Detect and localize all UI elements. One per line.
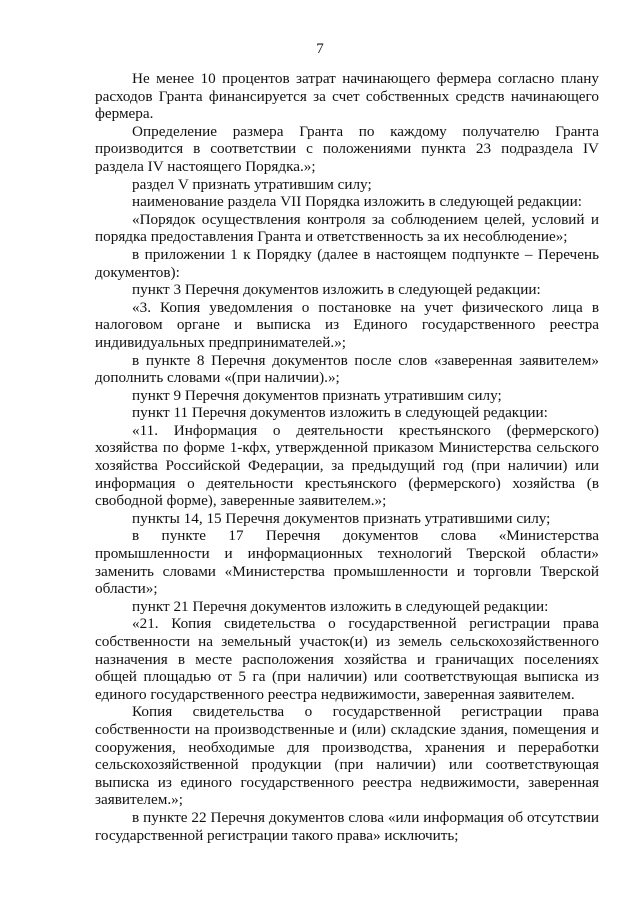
paragraph: Не менее 10 процентов затрат начинающего фермера согласно плану расходов Гранта финансируется за счет собственных средств начинающего фермера. <box>95 70 599 123</box>
paragraph: «3. Копия уведомления о постановке на учет физического лица в налоговом органе и выписка из Единого государственного реестра индивидуальных предпринимателей.»; <box>95 298 599 351</box>
paragraph: пункты 14, 15 Перечня документов признать утратившими силу; <box>132 509 551 527</box>
paragraph: пункт 3 Перечня документов изложить в следующей редакции: <box>132 281 541 299</box>
paragraph: в приложении 1 к Порядку (далее в настоящем подпункте – Перечень документов): <box>95 245 599 281</box>
paragraph: пункт 11 Перечня документов изложить в следующей редакции: <box>132 404 548 422</box>
paragraph: наименование раздела VII Порядка изложить в следующей редакции: <box>132 193 582 211</box>
paragraph: раздел V признать утратившим силу; <box>132 175 372 193</box>
paragraph: пункт 9 Перечня документов признать утратившим силу; <box>132 386 502 404</box>
paragraph: Копия свидетельства о государственной регистрации права собственности на производственные и (или) складские здания, помещения и сооружения, необходимые для производства, хранения и переработки сельскохозяйственной продукции (при наличии) или соответствующая выписка из единого государственного реестра недвижимости, заверенная заявителем.»; <box>95 703 599 809</box>
paragraph: пункт 21 Перечня документов изложить в следующей редакции: <box>132 597 549 615</box>
paragraph: «11. Информация о деятельности крестьянского (фермерского) хозяйства по форме 1-кфх, утвержденной приказом Министерства сельского хозяйства Российской Федерации, за предыдущий год (при наличии) или информация о деятельности крестьянского (фермерского) хозяйства (в свободной форме), заверенные заявителем.»; <box>95 421 599 510</box>
paragraph: в пункте 8 Перечня документов после слов «заверенная заявителем» дополнить словами «(при наличии).»; <box>95 351 599 387</box>
page-number: 7 <box>316 41 324 57</box>
paragraph: в пункте 17 Перечня документов слова «Министерства промышленности и информационных технологий Тверской области» заменить словами «Министерства промышленности и торговли Тверской области»; <box>95 527 599 598</box>
paragraph: «Порядок осуществления контроля за соблюдением целей, условий и порядка предоставления Гранта и ответственность за их несоблюдение»; <box>95 210 599 246</box>
paragraph: Определение размера Гранта по каждому получателю Гранта производится в соответствии с положениями пункта 23 подраздела IV раздела IV настоящего Порядка.»; <box>95 122 599 175</box>
paragraph: в пункте 22 Перечня документов слова «или информация об отсутствии государственной регистрации такого права» исключить; <box>95 808 599 844</box>
document-body <box>95 70 599 844</box>
paragraph: «21. Копия свидетельства о государственной регистрации права собственности на земельный участок(и) из земель сельскохозяйственного назначения в месте расположения хозяйства и граничащих поселениях общей площадью от 5 га (при наличии) или соответствующая выписка из единого государственного реестра недвижимости, заверенная заявителем. <box>95 615 599 703</box>
